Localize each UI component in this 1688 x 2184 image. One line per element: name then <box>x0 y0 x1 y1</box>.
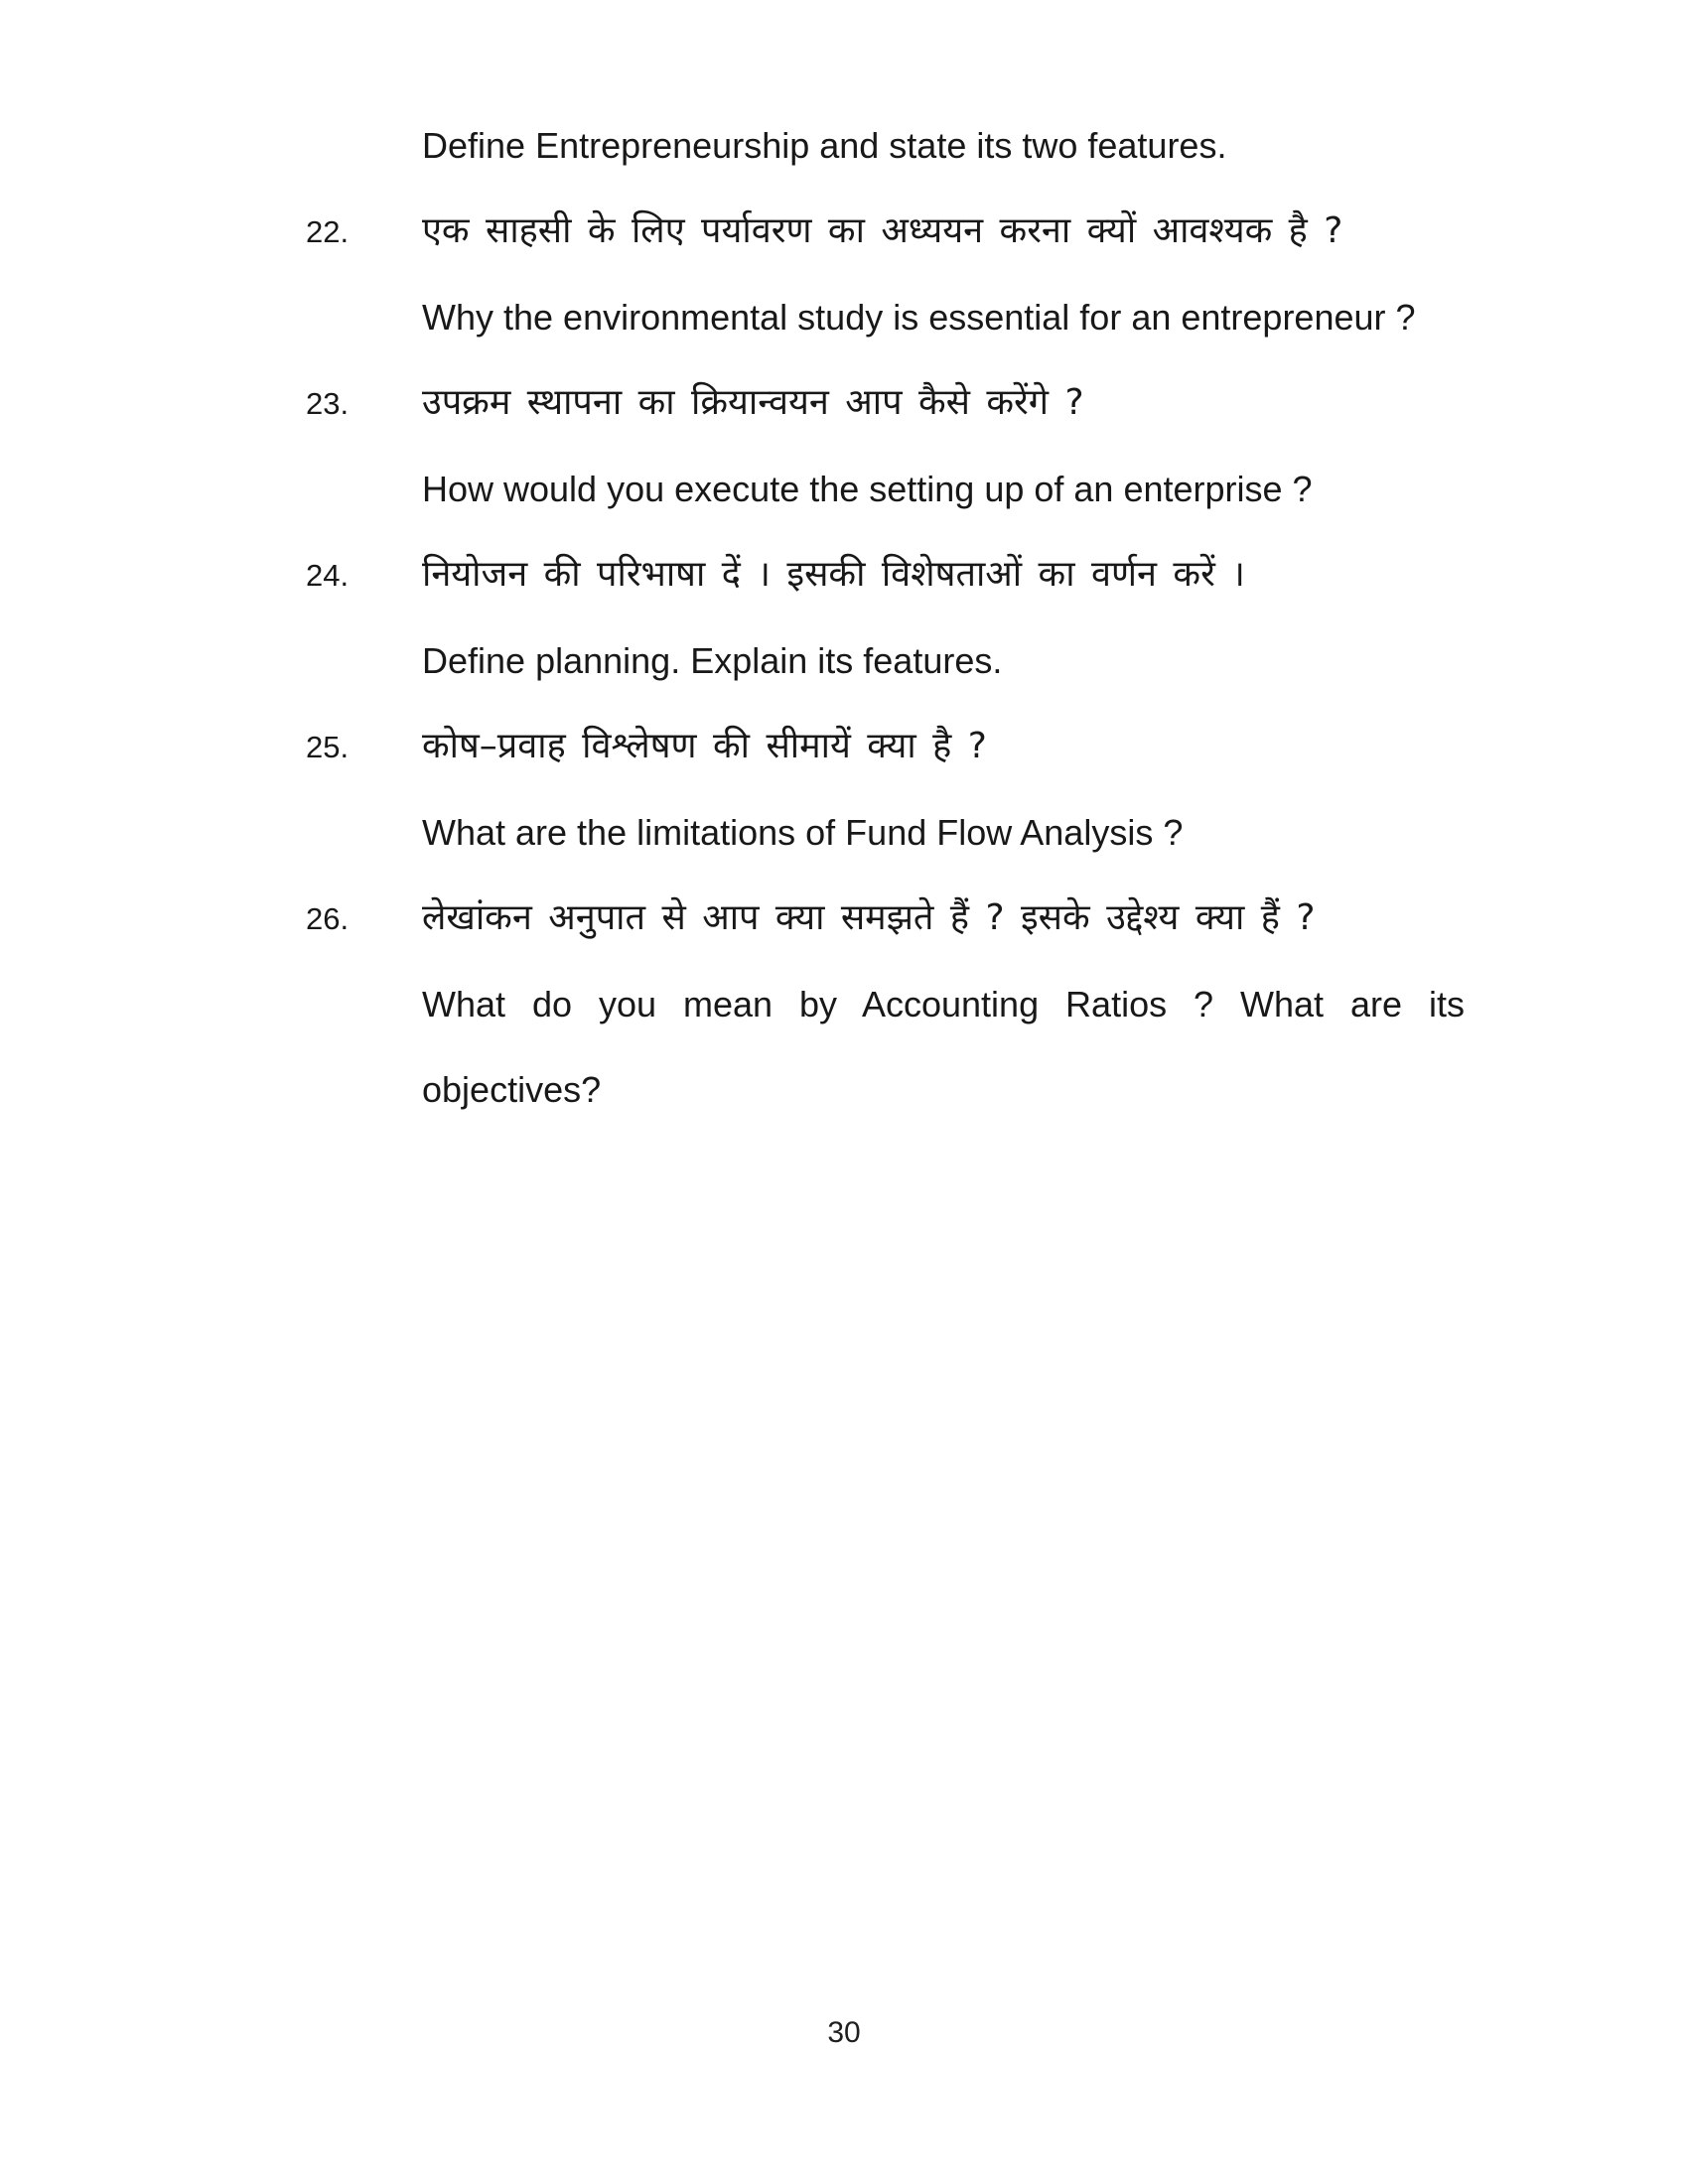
intro-english-line: Define Entrepreneurship and state its two features. <box>422 125 1227 166</box>
question-block-24 <box>306 532 1479 704</box>
question-block-25 <box>306 704 1479 876</box>
questions-list <box>306 103 1479 1133</box>
question-number: 24. <box>306 558 350 593</box>
question-english-text: What are the limitations of Fund Flow Analysis ? <box>422 812 1184 853</box>
question-hindi-text: नियोजन की परिभाषा दें । इसकी विशेषताओं का वर्णन करें । <box>422 554 1245 595</box>
page-number: 30 <box>827 2016 861 2049</box>
question-block-22 <box>306 189 1479 360</box>
question-hindi-text: कोष–प्रवाह विश्लेषण की सीमायें क्या है ? <box>422 726 987 766</box>
question-hindi-text: लेखांकन अनुपात से आप क्या समझते हैं ? इसके उद्देश्य क्या हैं ? <box>422 897 1316 938</box>
question-english-text: How would you execute the setting up of an enterprise ? <box>422 469 1313 509</box>
question-number: 25. <box>306 730 350 764</box>
question-hindi-text: एक साहसी के लिए पर्यावरण का अध्ययन करना क्यों आवश्यक है ? <box>422 210 1343 251</box>
question-number: 26. <box>306 901 350 936</box>
question-hindi-row <box>306 189 1479 275</box>
question-english-text: What do you mean by Accounting Ratios ? What are its objectives? <box>422 984 1465 1110</box>
question-english-text: Why the environmental study is essential for an entrepreneur ? <box>422 297 1416 338</box>
question-hindi-row <box>306 360 1479 447</box>
question-number: 23. <box>306 386 350 421</box>
question-block-23 <box>306 360 1479 532</box>
question-hindi-row <box>306 532 1479 618</box>
question-number: 22. <box>306 214 350 249</box>
question-hindi-text: उपक्रम स्थापना का क्रियान्वयन आप कैसे करेंगे ? <box>422 382 1084 423</box>
question-english-text: Define planning. Explain its features. <box>422 640 1003 681</box>
question-hindi-row <box>306 876 1479 962</box>
question-block-26 <box>306 876 1479 1133</box>
question-hindi-row <box>306 704 1479 790</box>
